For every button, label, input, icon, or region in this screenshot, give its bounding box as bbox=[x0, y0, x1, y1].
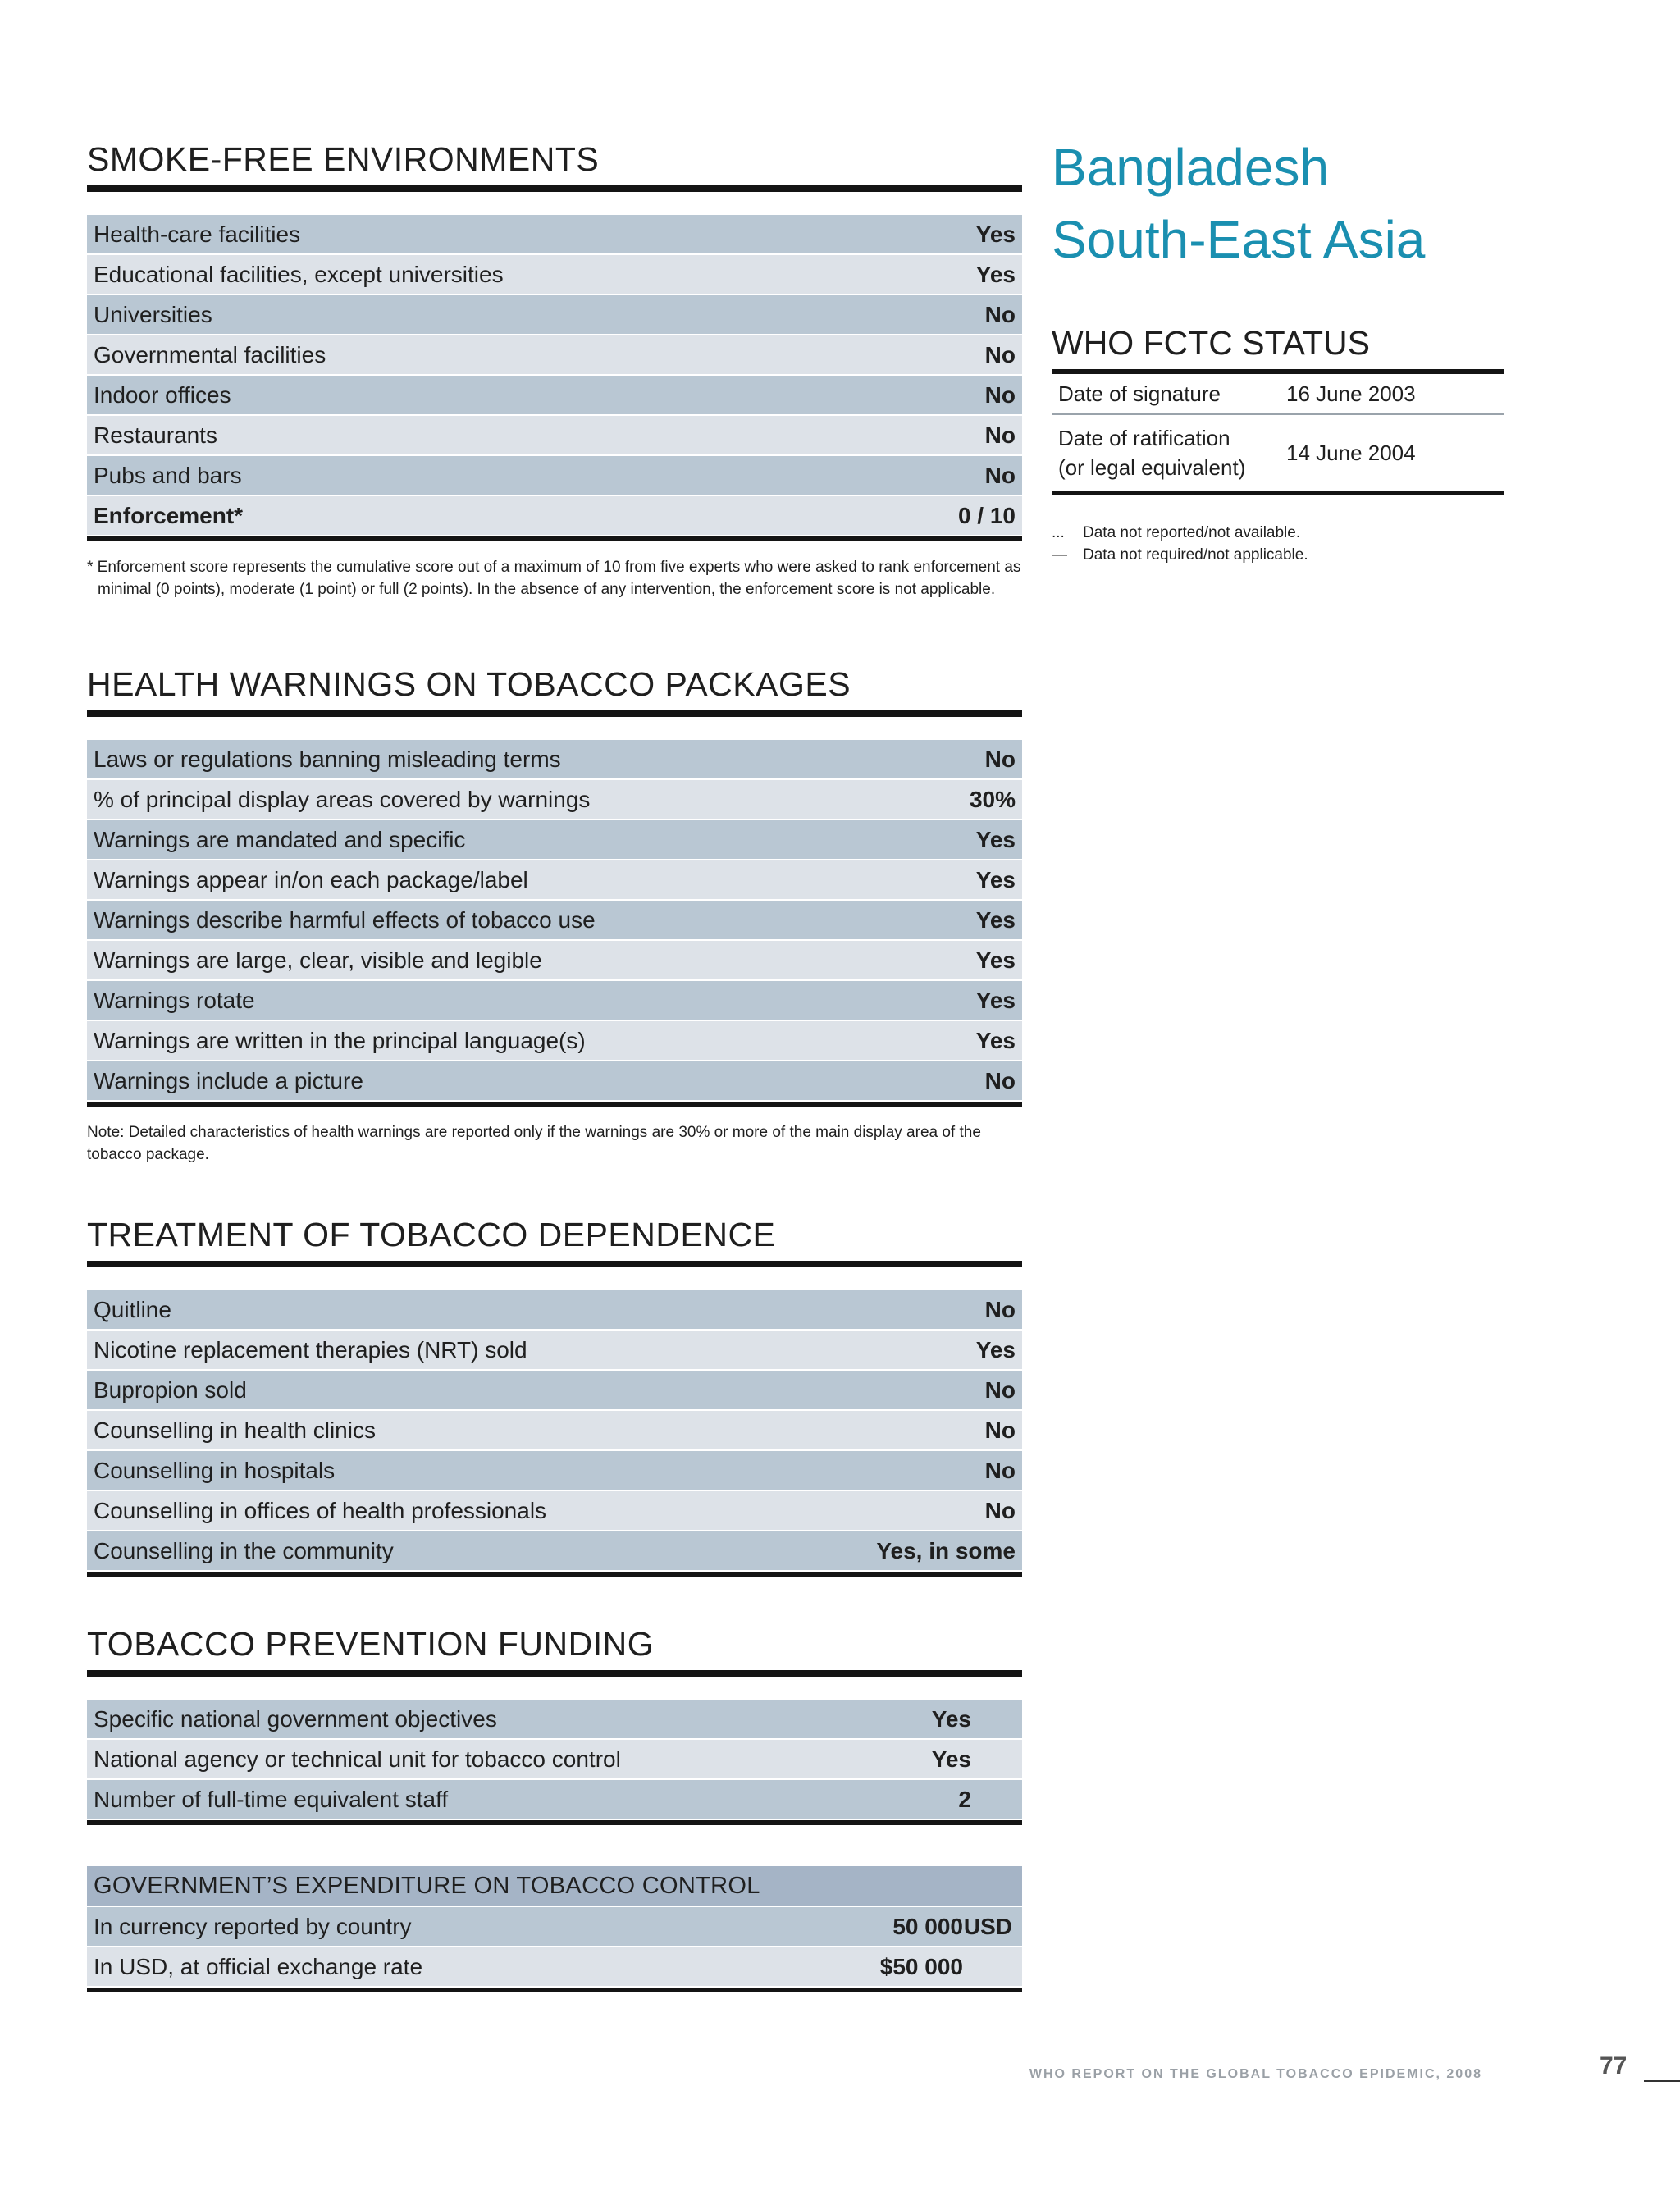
table-row bbox=[87, 1700, 1022, 1740]
row-value: No bbox=[984, 1417, 1016, 1443]
row-label: National agency or technical unit for tobacco control bbox=[94, 1746, 621, 1772]
table-row bbox=[87, 1491, 1022, 1531]
row-label: Indoor offices bbox=[94, 381, 231, 408]
row-label: Nicotine replacement therapies (NRT) sold bbox=[94, 1336, 527, 1363]
enforcement-footnote: * Enforcement score represents the cumulative score out of a maximum of 10 from five experts who were asked to rank enforcement as minimal (0 points), moderate (1 point) or full (2 points). In the absence of any intervention, the enforcement score is not applicable. bbox=[87, 559, 1021, 598]
row-label: Restaurants bbox=[94, 422, 217, 448]
table-row bbox=[87, 1947, 1022, 1988]
row-value: Yes bbox=[975, 906, 1016, 933]
expenditure-rows bbox=[87, 1907, 1022, 1988]
legend bbox=[1052, 522, 1504, 566]
section-title: TREATMENT OF TOBACCO DEPENDENCE bbox=[87, 1215, 1022, 1267]
signature-value: 16 June 2003 bbox=[1286, 381, 1416, 406]
row-label: Counselling in hospitals bbox=[94, 1457, 336, 1483]
row-label: Health-care facilities bbox=[94, 221, 301, 247]
health-warnings-note: Note: Detailed characteristics of health warnings are reported only if the warnings are 30% or more of the main display area of the tobacco package. bbox=[87, 1124, 981, 1163]
row-label: Warnings are large, clear, visible and legible bbox=[94, 947, 542, 973]
legend-text: Data not reported/not available. bbox=[1083, 524, 1301, 541]
ratification-label-line1: Date of ratification bbox=[1058, 426, 1230, 450]
ratification-value: 14 June 2004 bbox=[1286, 440, 1416, 465]
legend-item bbox=[1052, 544, 1504, 566]
row-label: Counselling in health clinics bbox=[94, 1417, 376, 1443]
table-row bbox=[87, 1371, 1022, 1411]
fctc-title: WHO FCTC STATUS bbox=[1052, 323, 1504, 374]
row-label: Bupropion sold bbox=[94, 1376, 247, 1403]
row-value: Yes bbox=[975, 947, 1016, 973]
row-value: Yes bbox=[975, 1027, 1016, 1053]
row-value: No bbox=[984, 1376, 1016, 1403]
row-label: Governmental facilities bbox=[94, 341, 326, 367]
report-footer: WHO REPORT ON THE GLOBAL TOBACCO EPIDEMIC, 2008 bbox=[1029, 2067, 1482, 2081]
legend-text: Data not required/not applicable. bbox=[1083, 546, 1308, 564]
smoke-free-table bbox=[87, 215, 1022, 541]
table-row bbox=[87, 1290, 1022, 1331]
row-unit: USD bbox=[963, 1913, 1012, 1939]
table-row bbox=[87, 416, 1022, 456]
table-row bbox=[87, 1531, 1022, 1572]
row-label: Pubs and bars bbox=[94, 462, 242, 488]
row-value: Yes bbox=[931, 1705, 971, 1732]
table-row bbox=[87, 1451, 1022, 1491]
row-value: Yes bbox=[975, 1336, 1016, 1363]
signature-row bbox=[1052, 374, 1504, 415]
page-rule bbox=[1644, 2080, 1680, 2082]
table-row bbox=[87, 255, 1022, 295]
row-label: Counselling in offices of health professionals bbox=[94, 1497, 547, 1523]
health-warnings-table bbox=[87, 740, 1022, 1107]
row-value: No bbox=[984, 341, 1016, 367]
treatment-table bbox=[87, 1290, 1022, 1577]
row-label: Warnings describe harmful effects of tobacco use bbox=[94, 906, 596, 933]
health-warnings-section bbox=[87, 664, 1022, 1166]
signature-label: Date of signature bbox=[1058, 381, 1221, 406]
table-row bbox=[87, 1740, 1022, 1780]
row-label: In USD, at official exchange rate bbox=[94, 1953, 423, 1979]
row-label: Warnings are mandated and specific bbox=[94, 826, 466, 852]
section-title: TOBACCO PREVENTION FUNDING bbox=[87, 1624, 1022, 1677]
page-number: 77 bbox=[1600, 2052, 1628, 2079]
row-label: Universities bbox=[94, 301, 212, 327]
treatment-section bbox=[87, 1215, 1022, 1577]
row-label: Quitline bbox=[94, 1296, 171, 1322]
table-row bbox=[87, 1907, 1022, 1947]
table-row bbox=[87, 1021, 1022, 1061]
row-label: Warnings are written in the principal language(s) bbox=[94, 1027, 586, 1053]
row-label: In currency reported by country bbox=[94, 1913, 412, 1939]
row-value: Yes bbox=[931, 1746, 971, 1772]
smoke-free-section bbox=[87, 139, 1022, 600]
table-row bbox=[87, 981, 1022, 1021]
right-column bbox=[1052, 131, 1504, 566]
ratification-row bbox=[1052, 415, 1504, 495]
table-row bbox=[87, 740, 1022, 780]
row-label: Warnings include a picture bbox=[94, 1067, 363, 1093]
table-row bbox=[87, 1061, 1022, 1102]
country-name: Bangladesh bbox=[1052, 138, 1330, 197]
row-value: Yes bbox=[975, 826, 1016, 852]
legend-symbol: ... bbox=[1052, 524, 1065, 541]
row-label: Counselling in the community bbox=[94, 1537, 394, 1563]
table-row bbox=[87, 780, 1022, 820]
table-row bbox=[87, 215, 1022, 255]
row-value: Yes, in some bbox=[876, 1537, 1016, 1563]
row-label: Number of full-time equivalent staff bbox=[94, 1786, 449, 1812]
row-label: Laws or regulations banning misleading terms bbox=[94, 746, 561, 772]
table-row bbox=[87, 1411, 1022, 1451]
row-label: Educational facilities, except universities bbox=[94, 261, 504, 287]
row-value: 50 000 bbox=[892, 1913, 963, 1939]
row-value: $50 000 bbox=[879, 1953, 963, 1979]
row-value: 0 / 10 bbox=[957, 502, 1016, 528]
row-label: % of principal display areas covered by warnings bbox=[94, 786, 591, 812]
row-value: No bbox=[984, 1067, 1016, 1093]
row-value: No bbox=[984, 1296, 1016, 1322]
row-value: 2 bbox=[958, 1786, 971, 1812]
row-value: Yes bbox=[975, 987, 1016, 1013]
row-label: Warnings rotate bbox=[94, 987, 255, 1013]
row-value: Yes bbox=[975, 866, 1016, 892]
table-row bbox=[87, 1331, 1022, 1371]
funding-section bbox=[87, 1624, 1022, 1825]
row-label: Enforcement* bbox=[94, 502, 244, 528]
ratification-label bbox=[1058, 423, 1286, 482]
enforcement-row bbox=[87, 496, 1022, 536]
row-value: Yes bbox=[975, 221, 1016, 247]
row-value: Yes bbox=[975, 261, 1016, 287]
row-value: No bbox=[984, 746, 1016, 772]
expenditure-table bbox=[87, 1866, 1022, 1992]
region-name: South-East Asia bbox=[1052, 210, 1426, 269]
funding-table bbox=[87, 1700, 1022, 1825]
row-value: No bbox=[984, 381, 1016, 408]
table-row bbox=[87, 820, 1022, 860]
row-label: Specific national government objectives bbox=[94, 1705, 497, 1732]
table-row bbox=[87, 941, 1022, 981]
table-row bbox=[87, 295, 1022, 335]
row-label: Warnings appear in/on each package/label bbox=[94, 866, 528, 892]
expenditure-section bbox=[87, 1866, 1022, 1992]
table-row bbox=[87, 1780, 1022, 1820]
legend-item bbox=[1052, 522, 1504, 544]
table-row bbox=[87, 376, 1022, 416]
row-value: No bbox=[984, 422, 1016, 448]
row-value: 30% bbox=[969, 786, 1016, 812]
table-row bbox=[87, 901, 1022, 941]
table-row bbox=[87, 456, 1022, 496]
table-row bbox=[87, 860, 1022, 901]
ratification-label-line2: (or legal equivalent) bbox=[1058, 455, 1246, 480]
section-title: HEALTH WARNINGS ON TOBACCO PACKAGES bbox=[87, 664, 1022, 717]
row-value: No bbox=[984, 1457, 1016, 1483]
row-value: No bbox=[984, 1497, 1016, 1523]
row-value: No bbox=[984, 462, 1016, 488]
expenditure-title: GOVERNMENT’S EXPENDITURE ON TOBACCO CONTROL bbox=[87, 1866, 1022, 1907]
left-column bbox=[87, 139, 1022, 1992]
table-row bbox=[87, 335, 1022, 376]
legend-symbol: — bbox=[1052, 546, 1067, 564]
row-value: No bbox=[984, 301, 1016, 327]
section-title: SMOKE-FREE ENVIRONMENTS bbox=[87, 139, 1022, 192]
